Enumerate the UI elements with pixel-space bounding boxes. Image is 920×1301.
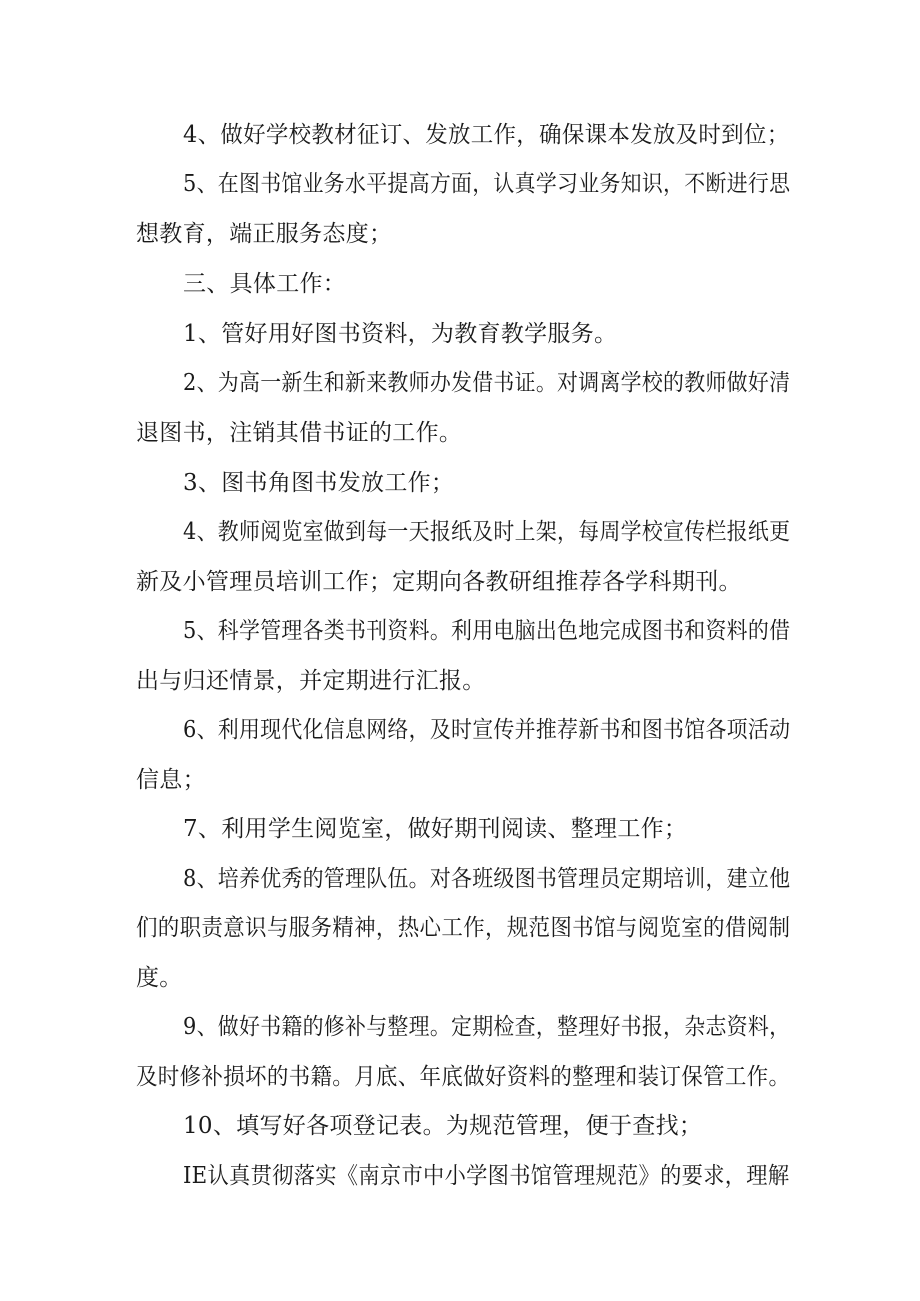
text-line: 出与归还情景，并定期进行汇报。 <box>136 668 486 694</box>
text-line: 5、在图书馆业务水平提高方面，认真学习业务知识，不断进行思 <box>183 171 791 197</box>
text-line: 退图书，注销其借书证的工作。 <box>136 420 463 446</box>
text-line: 7、利用学生阅览室，做好期刊阅读、整理工作； <box>183 816 688 842</box>
text-line: 4、做好学校教材征订、发放工作，确保课本发放及时到位； <box>183 122 790 148</box>
text-line: 新及小管理员培训工作；定期向各教研组推荐各学科期刊。 <box>136 569 742 595</box>
text-line: 6、利用现代化信息网络，及时宣传并推荐新书和图书馆各项活动 <box>183 717 791 743</box>
text-line: 想教育，端正服务态度； <box>136 221 393 247</box>
text-line: 4、教师阅览室做到每一天报纸及时上架，每周学校宣传栏报纸更 <box>183 519 791 545</box>
text-line: 们的职责意识与服务精神，热心工作，规范图书馆与阅览室的借阅制 <box>136 915 791 941</box>
text-line: 3、图书角图书发放工作； <box>183 470 455 496</box>
text-line: 5、科学管理各类书刊资料。利用电脑出色地完成图书和资料的借 <box>183 618 791 644</box>
text-line: 8、培养优秀的管理队伍。对各班级图书管理员定期培训，建立他 <box>183 866 791 892</box>
text-line: 度。 <box>136 965 183 991</box>
text-line: 10、填写好各项登记表。为规范管理，便于查找； <box>183 1113 703 1139</box>
text-line: 9、做好书籍的修补与整理。定期检查，整理好书报，杂志资料， <box>183 1014 791 1040</box>
text-line: 2、为高一新生和新来教师办发借书证。对调离学校的教师做好清 <box>183 370 791 396</box>
text-line: 1、管好用好图书资料，为教育教学服务。 <box>183 321 618 347</box>
section-heading: 三、具体工作： <box>183 271 347 297</box>
text-line: IE认真贯彻落实《南京市中小学图书馆管理规范》的要求，理解 <box>183 1163 790 1189</box>
text-line: 及时修补损坏的书籍。月底、年底做好资料的整理和装订保管工作。 <box>136 1064 791 1090</box>
text-line: 信息； <box>136 767 206 793</box>
